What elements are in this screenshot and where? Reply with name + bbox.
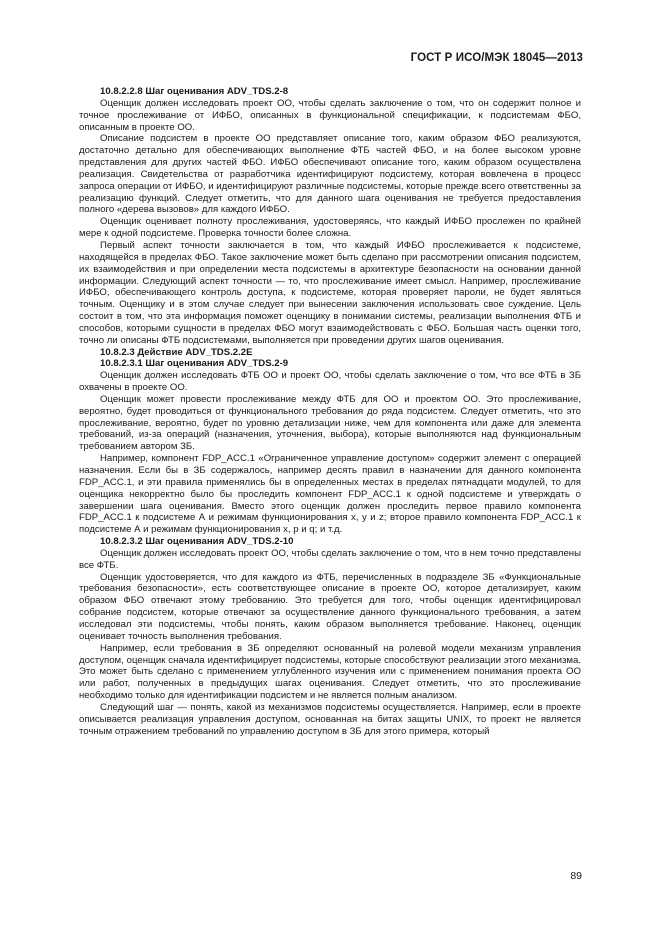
standard-header: ГОСТ Р ИСО/МЭК 18045—2013	[410, 52, 583, 64]
paragraph: Оценщик оценивает полноту прослеживания, удостоверяясь, что каждый ИФБО прослежен по крайней мере к одной подсистеме. Проверка точности более сложна.	[79, 216, 581, 240]
paragraph: Оценщик может провести прослеживание между ФТБ для ОО и проектом ОО. Это прослеживание, вероятно, будет проводиться от функционального требования до ряда подсистем. Следует отметить, что это прослеживание, вероятно, будет по уровню детализации ниже, чем для компонента или даже для элемента требований, из-за операций (назначения, уточнения, выбора), которые выполняются над функциональным требованием автором ЗБ.	[79, 393, 581, 453]
paragraph: Первый аспект точности заключается в том, что каждый ИФБО прослеживается к подсистеме, находящейся в пределах ФБО. Такое заключение может быть сделано при рассмотрении описания подсистем, их взаимодействия и при определении места подсистемы в архитектуре безопасности на основании данной информации. Следующий аспект точности — то, что прослеживание имеет смысл. Например, прослеживание ИФБО, обеспечивающего контроль доступа, к подсистеме, которая проверяет пароли, не будет являться точным. Оценщику и в этом случае следует при вынесении заключения использовать свое суждение. Цель состоит в том, что эта информация поможет оценщику в понимании системы, реализации выполнения ФТБ и способов, которыми сущности в пределах ФБО могут взаимодействовать с ФБО. Большая часть оценки того, точно ли описаны ФТБ подсистемами, выполняется при проведении других шагов оценивания.	[79, 239, 581, 346]
section-heading: 10.8.2.3 Действие ADV_TDS.2.2E	[100, 346, 253, 358]
paragraph: Оценщик должен исследовать ФТБ ОО и проект ОО, чтобы сделать заключение о том, что все ФТБ в ЗБ охвачены в проекте ОО.	[79, 370, 581, 394]
paragraph: Описание подсистем в проекте ОО представляет описание того, каким образом ФБО реализуются, достаточно детально для обеспечивающих выполнение ФТБ частей ФБО, и на более высоком уровне представления для других частей ФБО. ИФБО обеспечивают описание того, каким образом осуществлена реализация. Свидетельства от разработчика идентифицируют подсистему, которая вовлечена в процесс запроса операции от ИФБО, и идентифицируют различные подсистемы, которые прежде всего ответственны за реализацию функций. Следует отметить, что для данного шага оценивания не требуется предоставления полного «дерева вызовов» для каждого ИФБО.	[79, 133, 581, 216]
paragraph: Оценщик удостоверяется, что для каждого из ФТБ, перечисленных в подразделе ЗБ «Функциональные требования безопасности», есть соответствующее описание в проекте ОО, которое детализирует, каким образом ФБО отвечают этому требованию. Это требуется для того, чтобы оценщик идентифицировал собрание подсистем, которые отвечают за осуществление данного функционального требования, а затем исследовал эти подсистемы, чтобы понять, каким образом выполняется требование. Наконец, оценщик оценивает точность выполнения требования.	[79, 571, 581, 642]
section-heading: 10.8.2.2.8 Шаг оценивания ADV_TDS.2-8	[100, 86, 289, 97]
paragraph: Оценщик должен исследовать проект ОО, чтобы сделать заключение о том, что в нем точно представлены все ФТБ.	[79, 547, 581, 571]
section-heading: 10.8.2.3.2 Шаг оценивания ADV_TDS.2-10	[100, 536, 294, 548]
paragraph: Например, если требования в ЗБ определяют основанный на ролевой модели механизм управления доступом, оценщик сначала идентифицирует подсистемы, которые способствуют реализации этого механизма. Это может быть сделано с применением углубленного изучения или с применением понимания проекта ОО или работ, полученных в предыдущих шагах оценивания. Следует отметить, что это прослеживание необходимо только для идентификации подсистем и не является полным анализом.	[79, 642, 581, 702]
page-number: 89	[570, 870, 582, 882]
section-heading: 10.8.2.3.1 Шаг оценивания ADV_TDS.2-9	[100, 358, 289, 370]
paragraph: Оценщик должен исследовать проект ОО, чтобы сделать заключение о том, что он содержит полное и точное прослеживание от ИФБО, описанных в функциональной спецификации, к подсистемам ФБО, описанным в проекте ОО.	[79, 97, 581, 133]
paragraph: Например, компонент FDP_ACC.1 «Ограниченное управление доступом» содержит элемент с операцией назначения. Если бы в ЗБ содержалось, например десять правил в назначении для данного компонента FDP_ACC.1, и эти правила применялись бы в определенных местах в пределах пятнадцати модулей, то для оценщика некорректно было бы проследить компонент FDP_ACC.1 к одной подсистеме и утверждать о завершении шага оценивания. Вместо этого оценщик должен проследить первое правило компонента FDP_ACC.1 к подсистеме А и режимам функционирования x, y и z; второе правило компонента FDP_ACC.1 к подсистеме А и режимам функционирования x, p и q; и т.д.	[79, 453, 581, 536]
paragraph: Следующий шаг — понять, какой из механизмов подсистемы осуществляется. Например, если в проекте описывается реализация управления доступом, основанная на битах защиты UNIX, то проект не является точным отражением требований по управлению доступом в ЗБ для этого примера, который	[79, 701, 581, 737]
page-body	[79, 86, 581, 737]
